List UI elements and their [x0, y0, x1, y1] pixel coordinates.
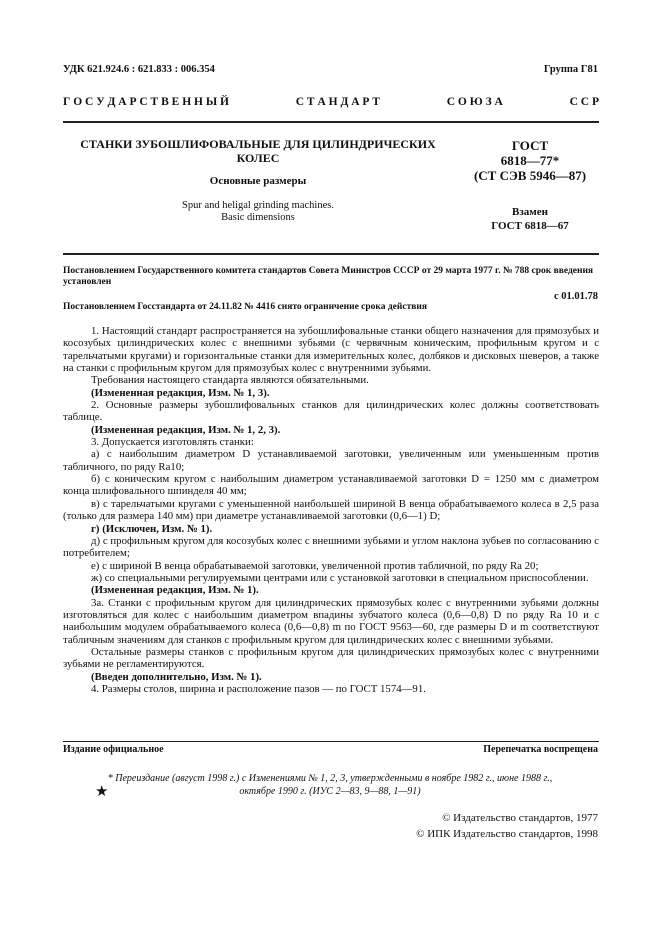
decree-introduction: Постановлением Государственного комитета стандартов Совета Министров СССР от 29 марта 1977 г. № 788 срок введения установлен [63, 266, 594, 287]
official-edition-label: Издание официальное [63, 744, 164, 755]
gost-label: ГОСТ [511, 138, 549, 153]
reprint-prohibited-label: Перепечатка воспрещена [483, 744, 598, 755]
body-paragraph: 2. Основные размеры зубошлифовальных станков для цилиндрических колес должны соответствовать таблице. [63, 399, 599, 424]
body-paragraph: Остальные размеры станков с профильным кругом для цилиндрических прямозубых колес с внутренними зубьями не регламентируются. [63, 645, 599, 671]
english-title-line-1: Spur and heligal grinding machines. [182, 200, 334, 211]
body-paragraph: 4. Размеры столов, ширина и расположение пазов — по ГОСТ 1574—91. [91, 682, 426, 695]
header-rule [63, 121, 599, 123]
replaces-value: ГОСТ 6818—67 [491, 220, 569, 232]
body-paragraph: Требования настоящего стандарта являются обязательными. [91, 374, 369, 387]
document-body [63, 325, 599, 695]
reissue-note-line-2: октябре 1990 г. (ИУС 2—83, 9—88, 1—91) [239, 786, 421, 797]
english-title-line-2: Basic dimensions [221, 212, 295, 223]
document-title [63, 137, 453, 165]
body-paragraph: (Измененная редакция, Изм. № 1, 2, 3). [91, 423, 281, 436]
body-paragraph: 3. Допускается изготовлять станки: [91, 436, 254, 449]
reissue-note-line-1: * Переиздание (август 1998 г.) с Изменениями № 1, 2, 3, утвержденными в ноябре 1982 г., июне 1988 г., [107, 773, 553, 784]
state-standard-word-1: Г О С У Д А Р С Т В Е Н Н Ы Й [63, 96, 229, 108]
body-paragraph: д) с профильным кругом для косозубых колес с внешними зубьями и углом наклона зубьев по согласованию с потребителем; [63, 534, 599, 560]
english-title [63, 200, 453, 224]
replaces-label: Взамен [512, 206, 548, 218]
group-code: Группа Г81 [543, 64, 598, 75]
copyright-1998: © ИПК Издательство стандартов, 1998 [416, 828, 598, 840]
st-sev-code: (СТ СЭВ 5946—87) [473, 168, 587, 183]
body-paragraph: 3а. Станки с профильным кругом для цилиндрических прямозубых колес с внутренними зубьями должны изготовляться для колес с наибольшим диаметром впадины зубчатого колеса (0,6—0,8) D по ряду Ra 10 и с наибольшим модулем обрабатываемого колеса (0,6—0,8) m по ГОСТ 9563—60, где размеры D и m соответствуют табличным значениям для станков с профильным кругом для цилиндрических колес с внешними зубьями. [63, 596, 599, 646]
udk-code: УДК 621.924.6 : 621.833 : 006.354 [63, 64, 215, 75]
document-subtitle: Основные размеры [209, 175, 307, 187]
body-paragraph: е) с шириной B венца обрабатываемой заготовки, увеличенной против табличной, по ряду Ra 20; [91, 559, 539, 572]
body-paragraph: ж) со специальными регулируемыми центрами или с установкой заготовки в специальном приспособлении. [91, 571, 589, 584]
body-paragraph: 1. Настоящий стандарт распространяется на зубошлифовальные станки общего назначения для прямозубых и косозубых цилиндрических колес с внешними зубьями (с червячным коническим, профильным кругом и с тарельчатыми кругами) и горизонтальные станки для измерительных колес, долбяков и дисковых шеверов, а также на станки с профильным кругом для прямозубых колес с внутренними зубьями. [63, 325, 599, 375]
body-paragraph: (Измененная редакция, Изм. № 1, 3). [91, 386, 270, 399]
reissue-note [80, 772, 580, 798]
body-paragraph: б) с коническим кругом с наибольшим диаметром устанавливаемой заготовки D = 1250 мм с диаметром конца шлифовального шпинделя 40 мм; [63, 473, 599, 498]
title-line-1: СТАНКИ ЗУБОШЛИФОВАЛЬНЫЕ ДЛЯ ЦИЛИНДРИЧЕСКИХ [80, 137, 436, 151]
body-paragraph: (Введен дополнительно, Изм. № 1). [91, 670, 262, 683]
title-line-2: КОЛЕС [236, 151, 280, 165]
title-rule [63, 253, 599, 255]
state-standard-heading [63, 96, 599, 108]
body-paragraph: а) с наибольшим диаметром D устанавливаемой заготовки, увеличенным или уменьшенным против табличного, по ряду Ra10; [63, 448, 599, 473]
state-standard-word-3: С О Ю З А [446, 96, 503, 108]
replaces-block [460, 205, 600, 233]
gost-code: 6818—77* [500, 153, 560, 168]
gost-number [460, 138, 600, 183]
decree-limitation-removed: Постановлением Госстандарта от 24.11.82 № 4416 снято ограничение срока действия [63, 302, 428, 312]
state-standard-word-4: С С Р [569, 96, 599, 108]
effective-date: с 01.01.78 [553, 291, 598, 302]
copyright-1977: © Издательство стандартов, 1977 [442, 812, 598, 824]
body-paragraph: (Измененная редакция, Изм. № 1). [91, 584, 259, 597]
footer-rule [63, 741, 599, 742]
body-paragraph: в) с тарельчатыми кругами с уменьшенной наибольшей шириной B венца обрабатываемого колеса в 2,5 раза (только для размера 140 мм) при диаметре устанавливаемой заготовки (0,6—1) D; [63, 497, 599, 523]
body-paragraph: г) (Исключен, Изм. № 1). [91, 522, 213, 535]
state-standard-word-2: С Т А Н Д А Р Т [295, 96, 380, 108]
star-icon: ★ [95, 784, 109, 800]
